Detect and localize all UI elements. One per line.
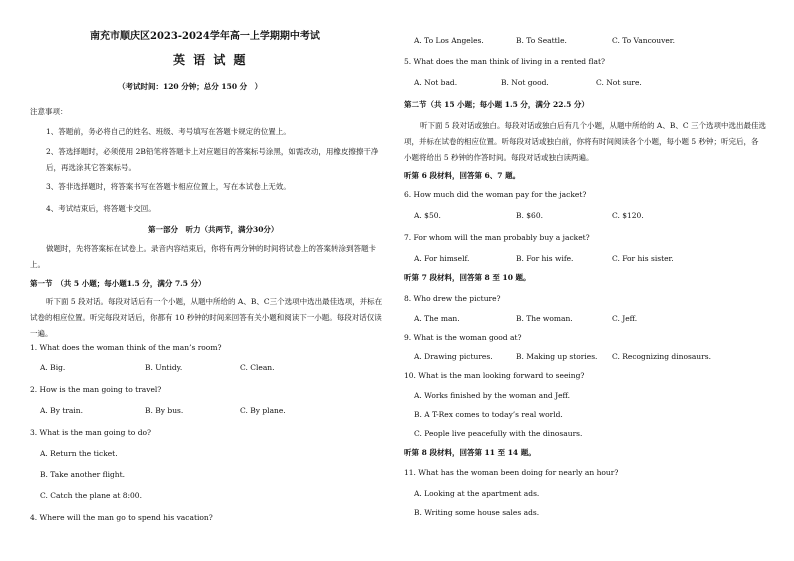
option-c[interactable]: C. Not sure. — [596, 78, 642, 87]
subject-title: 英 语 试 题 — [173, 53, 248, 67]
exam-title: 南充市顺庆区2023-2024学年高一上学期期中考试 — [90, 31, 320, 42]
option-c[interactable]: C. Jeff. — [612, 314, 638, 323]
option-c[interactable]: C. To Vancouver. — [612, 36, 675, 45]
note-item: 1、答题前，务必将自己的姓名、班级、考号填写在答题卡规定的位置上。 — [46, 127, 291, 136]
option-c[interactable]: C. $120. — [612, 211, 644, 220]
question-1: 1. What does the woman think of the man’s room? — [30, 343, 222, 352]
option-b[interactable]: B. To Seattle. — [516, 36, 567, 45]
section1-heading: 第一节 （共 5 小题；每小题1.5 分，满分 7.5 分） — [30, 279, 206, 288]
option-a[interactable]: A. Drawing pictures. — [414, 352, 493, 361]
note-item: 3、答非选择题时，将答案书写在答题卡相应位置上，写在本试卷上无效。 — [46, 182, 291, 191]
option-a[interactable]: A. Not bad. — [414, 78, 458, 87]
option-c[interactable]: C. By plane. — [240, 406, 286, 415]
exam-info: （考试时间：120 分钟；总分 150 分 ） — [118, 82, 263, 91]
question-4: 4. Where will the man go to spend his vacation? — [30, 513, 213, 522]
option-c[interactable]: C. Recognizing dinosaurs. — [612, 352, 711, 361]
question-8: 8. Who drew the picture? — [404, 294, 501, 303]
notes-heading: 注意事项： — [30, 107, 68, 116]
option-a[interactable]: A. Return the ticket. — [40, 449, 118, 458]
option-c[interactable]: C. Catch the plane at 8:00. — [40, 491, 142, 500]
option-a[interactable]: A. Big. — [40, 363, 66, 372]
option-c[interactable]: C. People live peacefully with the dinosaurs. — [414, 429, 583, 438]
question-6: 6. How much did the woman pay for the jacket? — [404, 190, 587, 199]
question-11: 11. What has the woman been doing for nearly an hour? — [404, 468, 619, 477]
question-3: 3. What is the man going to do? — [30, 428, 152, 437]
section2-intro: 听下面 5 段对话或独白。每段对话或独白后有几个小题，从题中所给的 A、B、C 三个选项中选出最佳选项，并标在试卷的相应位置。听每段对话或独白前，你将有时间阅读各个小题，每小题 5 秒钟；听完后，各小题将给出 5 秒钟的作答时间。每段对话或独白读两遍。 — [404, 121, 766, 162]
option-a[interactable]: A. The man. — [414, 314, 460, 323]
option-a[interactable]: A. By train. — [40, 406, 84, 415]
material-6-heading: 听第 6 段材料，回答第 6、7 题。 — [404, 171, 521, 180]
option-b[interactable]: B. Writing some house sales ads. — [414, 508, 540, 517]
question-7: 7. For whom will the man probably buy a jacket? — [404, 233, 590, 242]
option-b[interactable]: B. $60. — [516, 211, 543, 220]
option-c[interactable]: C. For his sister. — [612, 254, 674, 263]
question-10: 10. What is the man looking forward to seeing? — [404, 371, 585, 380]
option-a[interactable]: A. For himself. — [414, 254, 470, 263]
question-5: 5. What does the man think of living in a rented flat? — [404, 57, 605, 66]
section2-heading: 第二节（共 15 小题；每小题 1.5 分，满分 22.5 分） — [404, 100, 589, 109]
option-b[interactable]: B. A T-Rex comes to today’s real world. — [414, 410, 563, 419]
note-item: 2、答选择题时，必须使用 2B铅笔将答题卡上对应题目的答案标号涂黑，如需改动，用橡皮擦擦干净后，再选涂其它答案标号。 — [46, 147, 379, 172]
part1-heading: 第一部分 听力（共两节，满分30分） — [148, 225, 279, 234]
option-a[interactable]: A. Works finished by the woman and Jeff. — [414, 391, 570, 400]
material-8-heading: 听第 8 段材料，回答第 11 至 14 题。 — [404, 448, 536, 457]
option-b[interactable]: B. Not good. — [501, 78, 549, 87]
option-b[interactable]: B. The woman. — [516, 314, 573, 323]
option-a[interactable]: A. To Los Angeles. — [414, 36, 484, 45]
option-b[interactable]: B. By bus. — [145, 406, 184, 415]
question-9: 9. What is the woman good at? — [404, 333, 522, 342]
option-a[interactable]: A. Looking at the apartment ads. — [414, 489, 540, 498]
option-b[interactable]: B. Untidy. — [145, 363, 183, 372]
option-a[interactable]: A. $50. — [414, 211, 441, 220]
question-2: 2. How is the man going to travel? — [30, 385, 162, 394]
option-b[interactable]: B. For his wife. — [516, 254, 574, 263]
part1-intro: 做题时，先将答案标在试卷上。录音内容结束后，你将有两分钟的时间将试卷上的答案转涂到答题卡上。 — [30, 244, 376, 269]
option-b[interactable]: B. Take another flight. — [40, 470, 126, 479]
option-c[interactable]: C. Clean. — [240, 363, 275, 372]
material-7-heading: 听第 7 段材料，回答第 8 至 10 题。 — [404, 273, 531, 282]
option-b[interactable]: B. Making up stories. — [516, 352, 598, 361]
section1-intro: 听下面 5 段对话。每段对话后有一个小题，从题中所给的 A、B、C三个选项中选出最佳选项，并标在试卷的相应位置。听完每段对话后，你都有 10 秒钟的时间来回答有关小题和阅读下一小题。每段对话仅读一遍。 — [30, 297, 383, 338]
note-item: 4、考试结束后，将答题卡交回。 — [46, 204, 156, 213]
